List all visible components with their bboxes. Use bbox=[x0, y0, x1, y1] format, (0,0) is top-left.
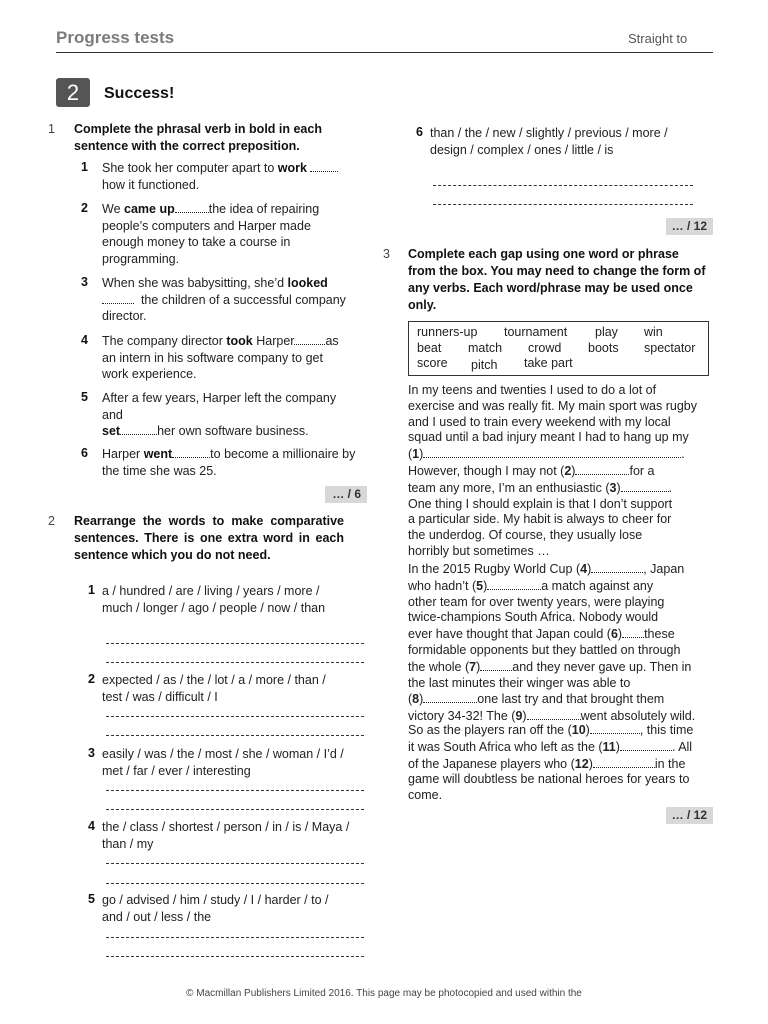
ex3-gap-2[interactable] bbox=[575, 463, 629, 475]
ex1-gap-6[interactable] bbox=[172, 446, 210, 458]
word-box-item: pitch bbox=[471, 358, 498, 372]
copyright-footer: © Macmillan Publishers Limited 2016. This page may be photocopied and used within the bbox=[186, 988, 582, 999]
exercise-2-instruction: Rearrange the words to make comparative sentences. There is one extra word in each sentence which you do not need. bbox=[74, 514, 344, 562]
exercise-1-instruction: Complete the phrasal verb in bold in each sentence with the correct preposition. bbox=[74, 122, 322, 153]
ex2-item-number: 3 bbox=[88, 746, 95, 760]
ex3-score: … / 12 bbox=[666, 807, 713, 824]
ex2-answer-line[interactable] bbox=[106, 662, 364, 663]
exercise-3-number: 3 bbox=[383, 247, 390, 261]
ex2-answer-line[interactable] bbox=[106, 809, 364, 810]
word-box-item: tournament bbox=[504, 325, 568, 339]
ex1-item-number: 2 bbox=[81, 201, 88, 215]
ex1-item-number: 3 bbox=[81, 275, 88, 289]
ex1-item-number: 1 bbox=[81, 160, 88, 174]
word-box-item: spectator bbox=[644, 341, 696, 355]
unit-title: Success! bbox=[104, 85, 175, 102]
ex2-item-1-words: a / hundred / are / living / years / more / much / longer / ago / people / now / than bbox=[102, 584, 326, 615]
word-box-item: take part bbox=[524, 356, 573, 370]
word-box-item: win bbox=[644, 325, 663, 339]
exercise-2-number: 2 bbox=[48, 514, 55, 528]
ex1-gap-3[interactable] bbox=[102, 292, 134, 304]
ex2-item-5-words: go / advised / him / study / I / harder / to / and / out / less / the bbox=[102, 893, 329, 924]
ex1-score: … / 6 bbox=[325, 486, 367, 503]
page-header-title: Progress tests bbox=[56, 28, 175, 47]
ex1-item-number: 6 bbox=[81, 446, 88, 460]
ex1-item-6: Harper went to become a millionaire by the time she was 25. bbox=[102, 447, 356, 478]
ex2-item-6-words: than / the / new / slightly / previous / more / design / complex / ones / little / is bbox=[430, 126, 668, 157]
ex2-score: … / 12 bbox=[666, 218, 713, 235]
ex2-item-number: 2 bbox=[88, 672, 95, 686]
ex2-answer-line[interactable] bbox=[433, 204, 693, 205]
ex3-gap-6[interactable] bbox=[622, 626, 644, 638]
ex2-item-3-words: easily / was / the / most / she / woman / I’d / met / far / ever / interesting bbox=[102, 747, 344, 778]
word-box-item: score bbox=[417, 356, 448, 370]
ex2-item-number: 4 bbox=[88, 819, 95, 833]
word-box-item: match bbox=[468, 341, 503, 355]
ex2-answer-line[interactable] bbox=[433, 185, 693, 186]
ex1-gap-2[interactable] bbox=[175, 201, 209, 213]
ex3-gap-10[interactable] bbox=[590, 722, 640, 734]
ex2-answer-line[interactable] bbox=[106, 956, 364, 957]
ex1-item-5: After a few years, Harper left the company and set her own software business. bbox=[102, 391, 337, 438]
ex1-gap-4[interactable] bbox=[294, 333, 325, 345]
ex3-gap-12[interactable] bbox=[593, 756, 655, 768]
ex2-answer-line[interactable] bbox=[106, 735, 364, 736]
ex1-item-number: 5 bbox=[81, 390, 88, 404]
ex2-answer-line[interactable] bbox=[106, 716, 364, 717]
ex1-item-2: We came up the idea of repairing people’s computers and Harper made enough money to take a course in programming. bbox=[102, 202, 320, 266]
ex3-gap-5[interactable] bbox=[487, 578, 541, 590]
ex2-answer-line[interactable] bbox=[106, 643, 364, 644]
word-box-item: beat bbox=[417, 341, 442, 355]
ex1-gap-5[interactable] bbox=[120, 423, 157, 435]
ex1-item-4: The company director took Harper as an intern in his software company to get work experience. bbox=[102, 334, 339, 381]
ex2-item-2-words: expected / as / the / lot / a / more / than / test / was / difficult / I bbox=[102, 673, 326, 704]
word-box-item: runners-up bbox=[417, 325, 478, 339]
header-divider bbox=[56, 52, 713, 53]
ex1-item-3: When she was babysitting, she’d looked the children of a successful company director. bbox=[102, 276, 346, 323]
ex2-item-number: 6 bbox=[416, 125, 423, 139]
ex3-gap-3[interactable] bbox=[621, 480, 669, 492]
ex1-item-number: 4 bbox=[81, 333, 88, 347]
ex2-answer-line[interactable] bbox=[106, 883, 364, 884]
ex2-item-4-words: the / class / shortest / person / in / is / Maya / than / my bbox=[102, 820, 350, 851]
ex2-answer-line[interactable] bbox=[106, 863, 364, 864]
exercise-3-instruction: Complete each gap using one word or phrase from the box. You may need to change the form of any verbs. Each word/phrase may be used once only. bbox=[408, 247, 706, 312]
ex2-item-number: 1 bbox=[88, 583, 95, 597]
word-box-item: boots bbox=[588, 341, 619, 355]
word-box bbox=[408, 321, 709, 376]
word-box-item: play bbox=[595, 325, 618, 339]
unit-number-badge: 2 bbox=[56, 78, 90, 107]
ex1-item-1: She took her computer apart to work how it functioned. bbox=[102, 160, 364, 193]
ex2-item-number: 5 bbox=[88, 892, 95, 906]
ex1-gap-1[interactable] bbox=[310, 160, 338, 172]
ex3-paragraph-3: So as the players ran off the (10) , this time it was South Africa who left as the (11) . All of the Japanese players who (12) in the game will doubtless be national heroes for years to come. bbox=[408, 723, 694, 803]
page-header-right: Straight to bbox=[628, 31, 688, 46]
ex3-paragraph-2: In the 2015 Rugby World Cup (4) , Japan who hadn’t (5) a match against any other team for over twenty years, were playing twice-champions South Africa. Nobody would ever have thought that Japan could (6) these formidable opponents but they battled on through the whole (7) and they never gave up. Then in the last minutes their winger was able to (8) one last try and that brought them victory 34-32! The (9) went absolutely wild. bbox=[408, 562, 696, 724]
ex3-gap-11[interactable] bbox=[620, 739, 672, 751]
ex2-answer-line[interactable] bbox=[106, 790, 364, 791]
ex3-gap-8[interactable] bbox=[423, 691, 477, 703]
ex3-gap-7[interactable] bbox=[480, 659, 512, 671]
ex3-gap-4[interactable] bbox=[591, 561, 643, 573]
ex2-answer-line[interactable] bbox=[106, 937, 364, 938]
word-box-item: crowd bbox=[528, 341, 562, 355]
exercise-1-number: 1 bbox=[48, 122, 55, 136]
ex3-gap-1[interactable] bbox=[423, 446, 681, 458]
ex3-paragraph-1: In my teens and twenties I used to do a lot of exercise and was really fit. My main sport was rugby and I used to train every weekend with my local squad until a bad injury meant I had to hang up my (1) . However, though I may not (2) for a team any more, I’m an enthusiastic (3) . One thing I should explain is that I don’t support a particular side. My habit is always to cheer for the underdog. Of course, they usually lose horribly but sometimes … bbox=[408, 383, 697, 558]
ex3-gap-9[interactable] bbox=[527, 708, 581, 720]
